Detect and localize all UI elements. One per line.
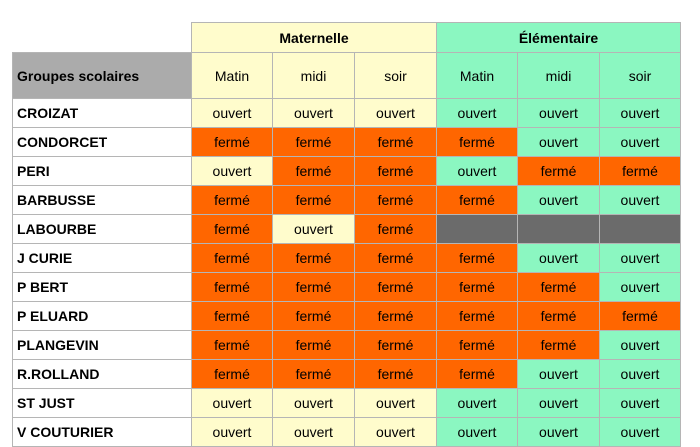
school-name: R.ROLLAND <box>13 360 192 389</box>
maternelle-matin-header: Matin <box>192 53 273 99</box>
status-cell: ouvert <box>192 418 273 447</box>
status-cell: ouvert <box>600 244 681 273</box>
status-cell: fermé <box>192 331 273 360</box>
maternelle-midi-header: midi <box>273 53 355 99</box>
status-cell: ouvert <box>518 244 600 273</box>
status-cell: fermé <box>600 302 681 331</box>
cropped-top-text <box>14 0 244 7</box>
school-name: PLANGEVIN <box>13 331 192 360</box>
status-cell: ouvert <box>192 99 273 128</box>
table-row <box>13 99 681 128</box>
table-row <box>13 244 681 273</box>
table-row <box>13 302 681 331</box>
status-cell: fermé <box>437 331 518 360</box>
status-cell: ouvert <box>437 389 518 418</box>
school-status-table <box>12 22 681 447</box>
blank-corner <box>13 23 192 53</box>
status-cell: ouvert <box>355 99 437 128</box>
elementaire-matin-header: Matin <box>437 53 518 99</box>
status-cell: ouvert <box>600 99 681 128</box>
status-cell: fermé <box>437 302 518 331</box>
status-cell <box>600 215 681 244</box>
table-row <box>13 273 681 302</box>
status-cell: fermé <box>518 302 600 331</box>
school-name: ST JUST <box>13 389 192 418</box>
elementaire-midi-header: midi <box>518 53 600 99</box>
table-row <box>13 128 681 157</box>
status-cell: fermé <box>518 331 600 360</box>
status-cell: ouvert <box>273 389 355 418</box>
status-cell: ouvert <box>192 389 273 418</box>
status-cell: ouvert <box>518 360 600 389</box>
status-cell: fermé <box>355 360 437 389</box>
groupes-scolaires-header: Groupes scolaires <box>13 53 192 99</box>
status-cell: ouvert <box>518 99 600 128</box>
status-cell: ouvert <box>600 273 681 302</box>
status-cell: fermé <box>518 157 600 186</box>
school-name: CROIZAT <box>13 99 192 128</box>
status-cell: fermé <box>355 128 437 157</box>
maternelle-header: Maternelle <box>192 23 437 53</box>
status-cell: fermé <box>192 273 273 302</box>
status-cell: ouvert <box>600 186 681 215</box>
school-name: P ELUARD <box>13 302 192 331</box>
status-cell: fermé <box>273 186 355 215</box>
status-cell: fermé <box>437 360 518 389</box>
status-cell: fermé <box>192 302 273 331</box>
school-name: PERI <box>13 157 192 186</box>
status-cell <box>518 215 600 244</box>
status-cell: ouvert <box>600 128 681 157</box>
school-name: BARBUSSE <box>13 186 192 215</box>
status-cell: fermé <box>355 157 437 186</box>
status-cell: ouvert <box>273 418 355 447</box>
status-cell: fermé <box>355 215 437 244</box>
status-cell: ouvert <box>355 418 437 447</box>
status-cell: ouvert <box>518 418 600 447</box>
status-cell: fermé <box>192 215 273 244</box>
school-name: V COUTURIER <box>13 418 192 447</box>
school-name: LABOURBE <box>13 215 192 244</box>
school-name: CONDORCET <box>13 128 192 157</box>
status-cell: ouvert <box>273 99 355 128</box>
status-cell: ouvert <box>600 360 681 389</box>
status-cell: fermé <box>273 157 355 186</box>
status-cell: fermé <box>355 273 437 302</box>
status-cell <box>437 215 518 244</box>
maternelle-soir-header: soir <box>355 53 437 99</box>
status-cell: fermé <box>192 360 273 389</box>
elementaire-soir-header: soir <box>600 53 681 99</box>
table-row <box>13 389 681 418</box>
table-row <box>13 186 681 215</box>
status-cell: fermé <box>600 157 681 186</box>
status-cell: fermé <box>355 302 437 331</box>
status-cell: fermé <box>355 331 437 360</box>
status-cell: fermé <box>518 273 600 302</box>
status-cell: fermé <box>273 302 355 331</box>
status-cell: ouvert <box>355 389 437 418</box>
status-cell: fermé <box>437 273 518 302</box>
elementaire-header: Élémentaire <box>437 23 681 53</box>
status-cell: fermé <box>273 244 355 273</box>
status-cell: fermé <box>192 186 273 215</box>
status-cell: fermé <box>437 244 518 273</box>
school-name: J CURIE <box>13 244 192 273</box>
status-cell: fermé <box>355 186 437 215</box>
status-cell: ouvert <box>518 128 600 157</box>
status-cell: fermé <box>273 331 355 360</box>
status-cell: ouvert <box>192 157 273 186</box>
status-cell: ouvert <box>600 331 681 360</box>
status-cell: fermé <box>437 186 518 215</box>
status-cell: fermé <box>437 128 518 157</box>
status-cell: fermé <box>273 128 355 157</box>
status-cell: fermé <box>355 244 437 273</box>
table-row <box>13 157 681 186</box>
status-cell: ouvert <box>518 389 600 418</box>
status-cell: fermé <box>273 273 355 302</box>
status-cell: fermé <box>192 128 273 157</box>
table-row <box>13 360 681 389</box>
status-cell: fermé <box>273 360 355 389</box>
status-cell: fermé <box>192 244 273 273</box>
status-cell: ouvert <box>518 186 600 215</box>
status-cell: ouvert <box>437 418 518 447</box>
table-row <box>13 331 681 360</box>
table-row <box>13 215 681 244</box>
school-name: P BERT <box>13 273 192 302</box>
status-cell: ouvert <box>600 418 681 447</box>
status-cell: ouvert <box>273 215 355 244</box>
status-cell: ouvert <box>600 389 681 418</box>
status-cell: ouvert <box>437 99 518 128</box>
table-row <box>13 418 681 447</box>
status-cell: ouvert <box>437 157 518 186</box>
